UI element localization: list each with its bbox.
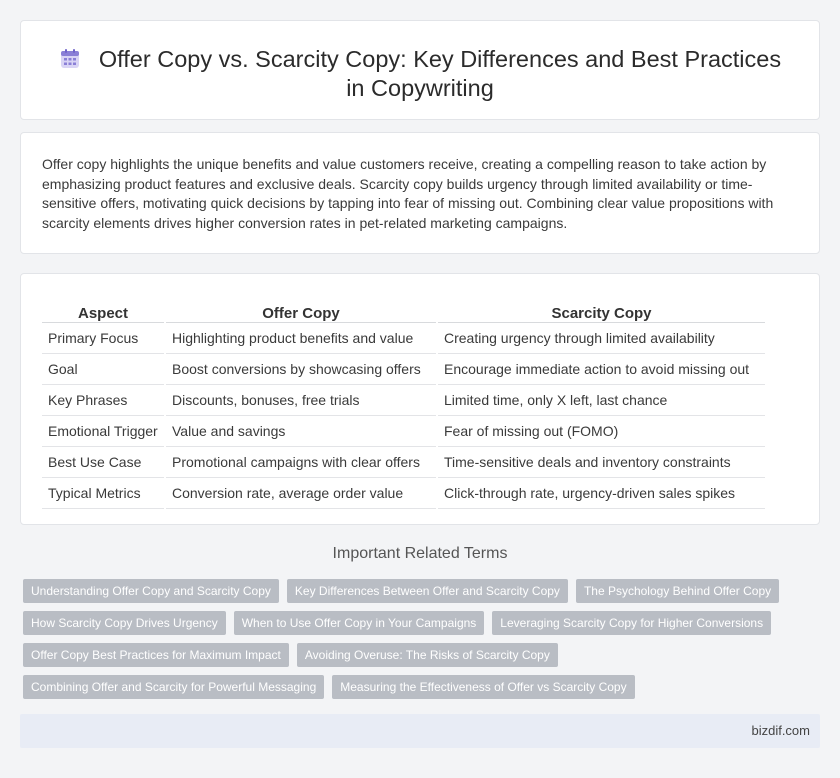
table-cell: Typical Metrics xyxy=(42,477,165,508)
related-term-tag[interactable]: When to Use Offer Copy in Your Campaigns xyxy=(234,611,485,635)
related-term-tag[interactable]: The Psychology Behind Offer Copy xyxy=(576,579,779,603)
table-cell: Best Use Case xyxy=(42,446,165,477)
table-cell: Highlighting product benefits and value xyxy=(165,322,437,353)
table-cell: Time-sensitive deals and inventory constraints xyxy=(437,446,765,477)
page-title-text: Offer Copy vs. Scarcity Copy: Key Differences and Best Practices in Copywriting xyxy=(98,46,782,101)
table-cell: Primary Focus xyxy=(42,322,165,353)
table-cell: Limited time, only X left, last chance xyxy=(437,384,765,415)
table-row xyxy=(42,477,765,508)
related-term-tag[interactable]: Offer Copy Best Practices for Maximum Impact xyxy=(23,643,289,667)
related-term-tag[interactable]: Understanding Offer Copy and Scarcity Copy xyxy=(23,579,279,603)
comparison-table xyxy=(42,296,765,509)
table-cell: Value and savings xyxy=(165,415,437,446)
table-cell: Creating urgency through limited availability xyxy=(437,322,765,353)
header-scarcity-copy: Scarcity Copy xyxy=(437,296,765,322)
table-cell: Boost conversions by showcasing offers xyxy=(165,353,437,384)
footer-bar xyxy=(20,714,820,748)
table-cell: Conversion rate, average order value xyxy=(165,477,437,508)
related-terms-list xyxy=(23,579,813,699)
comparison-table-card xyxy=(20,273,820,525)
table-cell: Emotional Trigger xyxy=(42,415,165,446)
table-cell: Key Phrases xyxy=(42,384,165,415)
related-term-tag[interactable]: How Scarcity Copy Drives Urgency xyxy=(23,611,226,635)
header-card xyxy=(20,20,820,120)
table-cell: Fear of missing out (FOMO) xyxy=(437,415,765,446)
table-cell: Discounts, bonuses, free trials xyxy=(165,384,437,415)
table-cell: Promotional campaigns with clear offers xyxy=(165,446,437,477)
table-header-row xyxy=(42,296,765,322)
intro-card xyxy=(20,132,820,254)
related-term-tag[interactable]: Combining Offer and Scarcity for Powerful Messaging xyxy=(23,675,324,699)
related-terms-heading: Important Related Terms xyxy=(332,545,508,562)
table-row xyxy=(42,446,765,477)
table-cell: Goal xyxy=(42,353,165,384)
header-aspect: Aspect xyxy=(42,296,165,322)
header-offer-copy: Offer Copy xyxy=(165,296,437,322)
page-title xyxy=(51,45,789,103)
table-row xyxy=(42,322,765,353)
footer-brand[interactable]: bizdif.com xyxy=(751,723,810,738)
table-row xyxy=(42,384,765,415)
table-row xyxy=(42,353,765,384)
related-term-tag[interactable]: Key Differences Between Offer and Scarcity Copy xyxy=(287,579,568,603)
title-wrap xyxy=(21,45,819,103)
intro-paragraph: Offer copy highlights the unique benefits and value customers receive, creating a compelling reason to take action by emphasizing product features and exclusive deals. Scarcity copy builds urgency through limited availability or time-sensitive offers, motivating quick decisions by tapping into fear of missing out. Combining clear value propositions with scarcity elements drives higher conversion rates in pet-related marketing campaigns. xyxy=(42,156,774,231)
table-cell: Encourage immediate action to avoid missing out xyxy=(437,353,765,384)
calendar-icon xyxy=(59,48,81,70)
table-cell: Click-through rate, urgency-driven sales spikes xyxy=(437,477,765,508)
table-row xyxy=(42,415,765,446)
related-term-tag[interactable]: Measuring the Effectiveness of Offer vs Scarcity Copy xyxy=(332,675,634,699)
related-term-tag[interactable]: Avoiding Overuse: The Risks of Scarcity Copy xyxy=(297,643,558,667)
related-term-tag[interactable]: Leveraging Scarcity Copy for Higher Conversions xyxy=(492,611,771,635)
